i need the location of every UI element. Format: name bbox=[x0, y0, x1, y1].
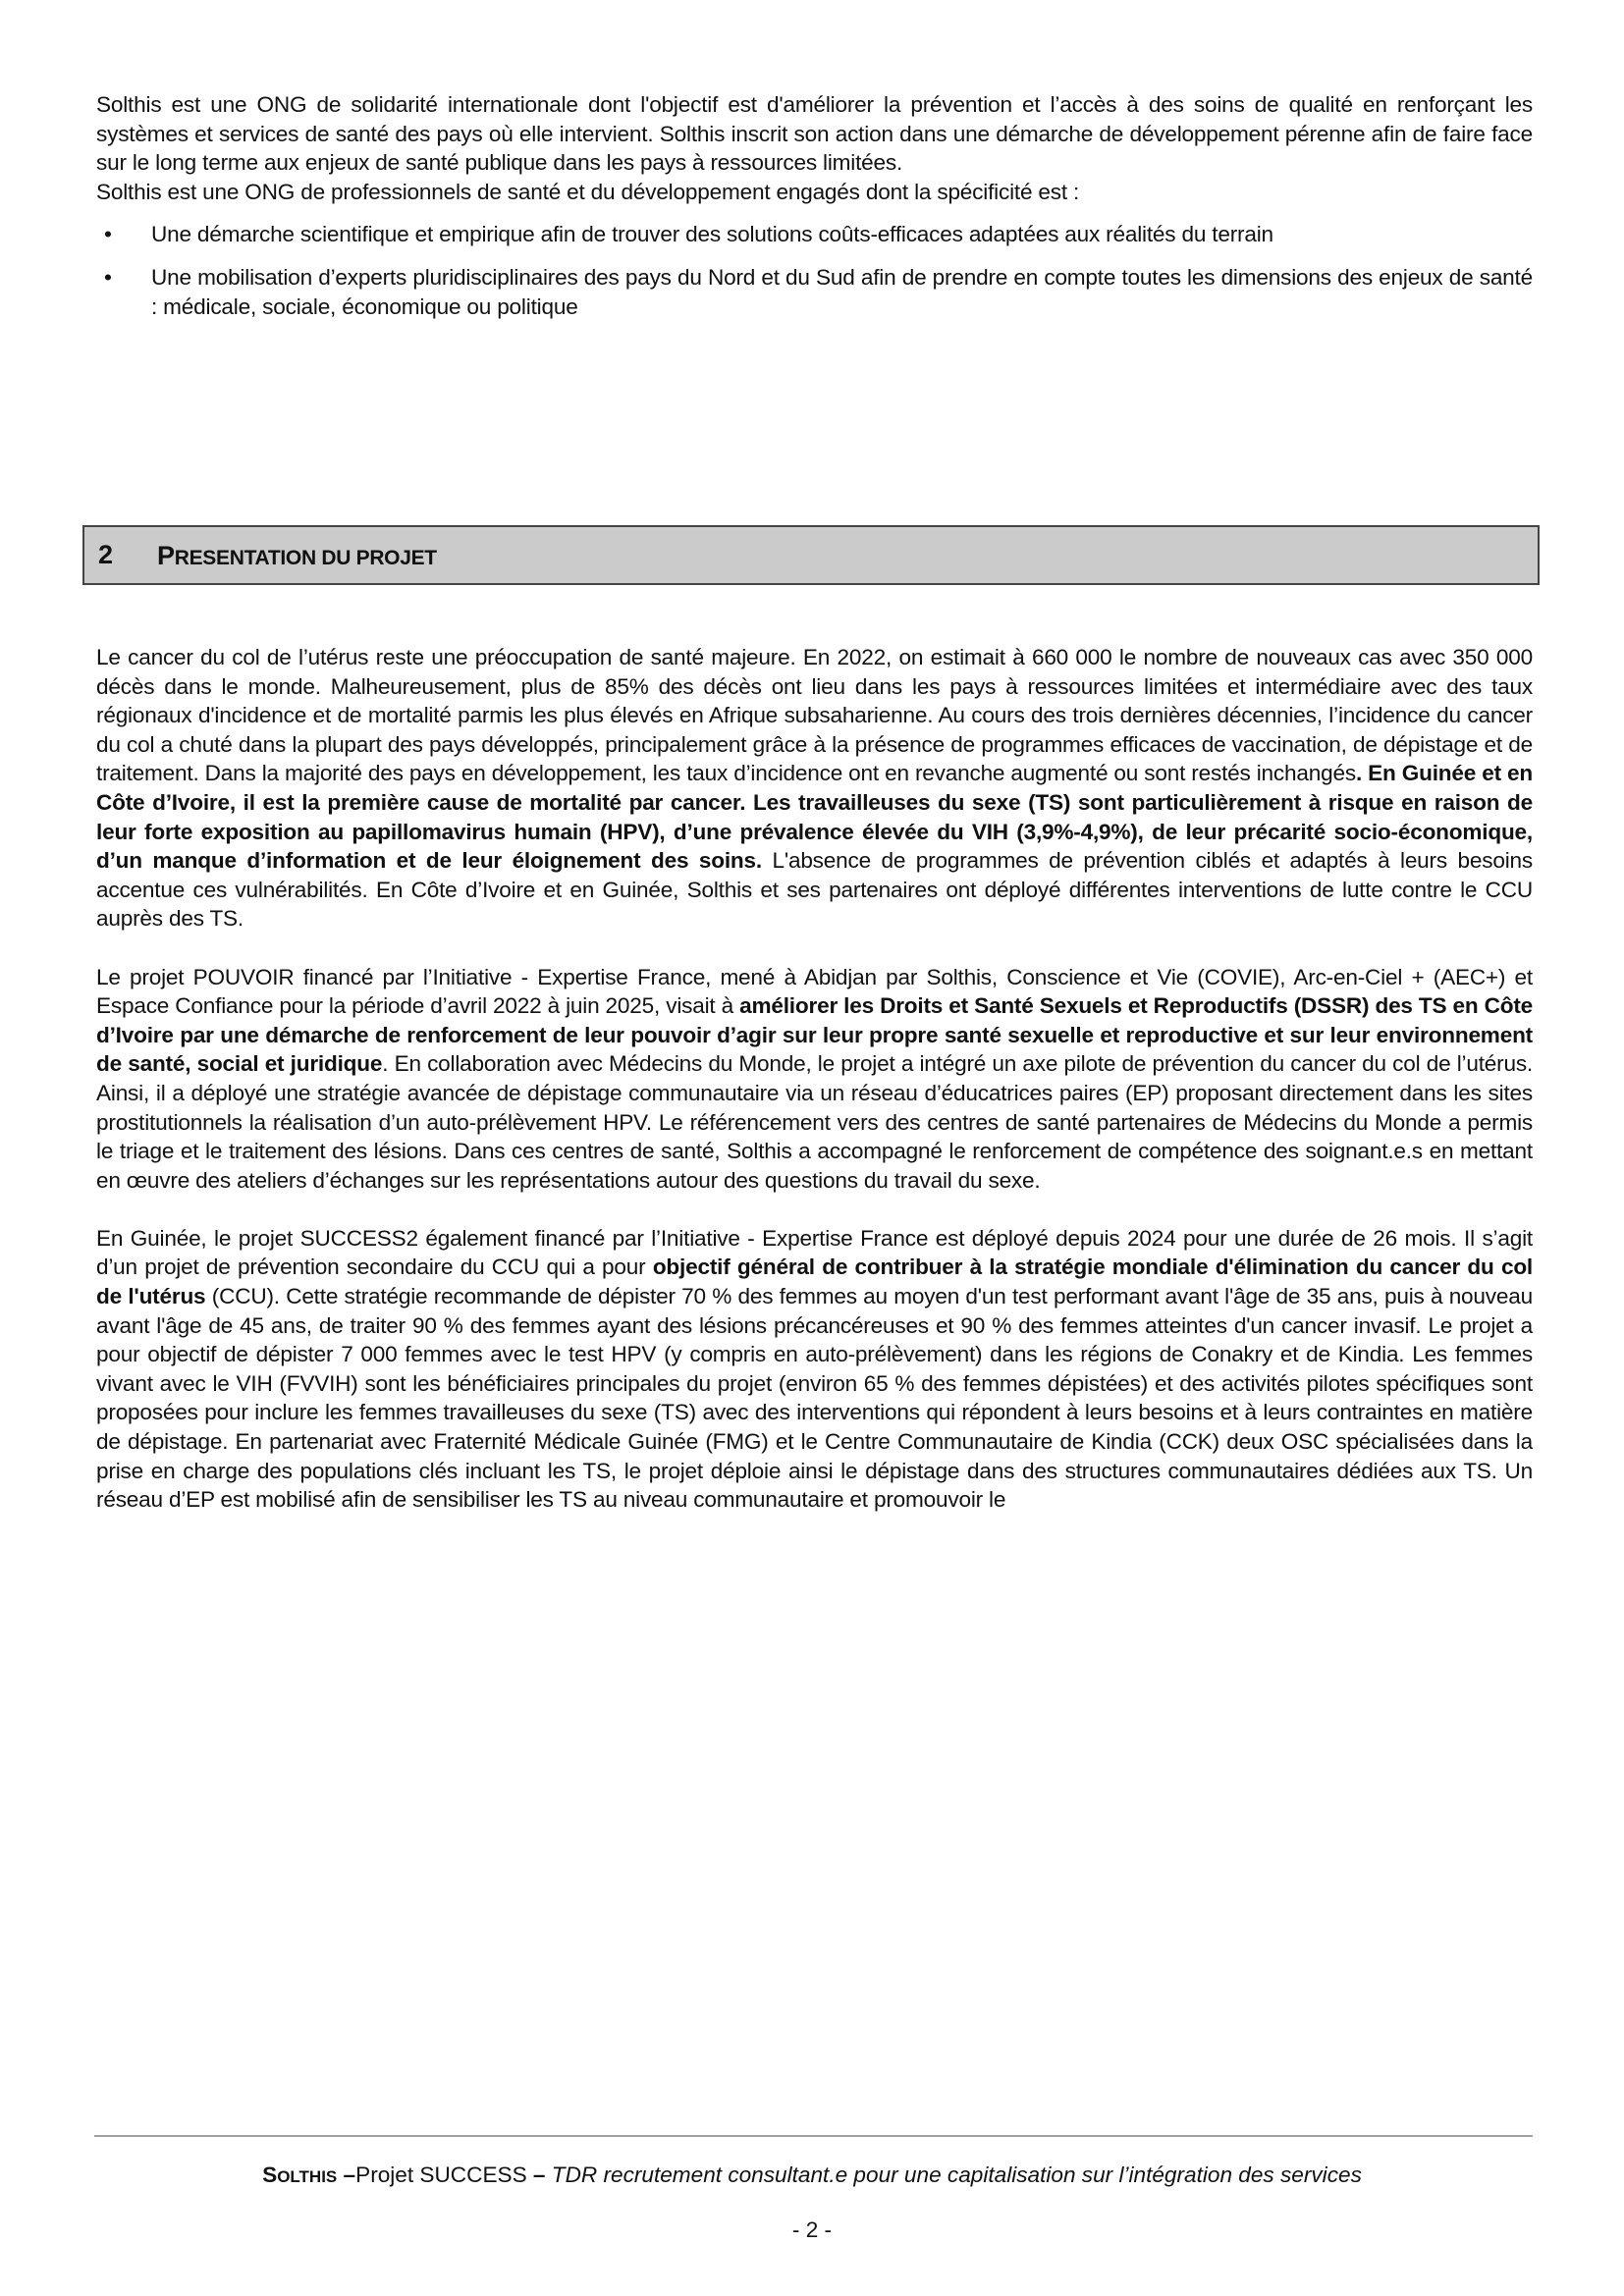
text-run: L'absence de programmes de prévention ciblés et adaptés à leurs besoins accentue ces vulnérabilités. En Côte d’Ivoire et en Guinée, Solthis et ses partenaires ont déployé différentes interventions de lutte contre le CCU auprès des TS. bbox=[96, 848, 1533, 932]
separator: – bbox=[337, 2163, 356, 2187]
footer-divider bbox=[94, 2135, 1533, 2137]
intro-specificity-paragraph: Solthis est une ONG de professionnels de santé et du développement engagés dont la spécificité est : bbox=[96, 179, 1080, 204]
footer-subtitle: TDR recrutement consultant.e pour une capitalisation sur l’intégration des services bbox=[551, 2163, 1362, 2187]
text-run: (CCU). Cette stratégie recommande de dépister 70 % des femmes au moyen d'un test performant avant l'âge de 35 ans, puis à nouveau avant l'âge de 45 ans, de traiter 90 % des femmes ayant des lésions précancéreuses et 90 % des femmes atteintes d'un cancer invasif. Le projet a pour objectif de dépister 7 000 femmes avec le test HPV (y compris en auto-prélèvement) dans les régions de Conakry et de Kindia. Les femmes vivant avec le VIH (FVVIH) sont les bénéficiaires principales du projet (environ 65 % des femmes dépistées) et des activités pilotes spécifiques sont proposées pour inclure les femmes travailleuses du sexe (TS) avec des interventions qui répondent à leurs besoins et à leurs contraintes en matière de dépistage. En partenariat avec Fraternité Médicale Guinée (FMG) et le Centre Communautaire de Kindia (CCK) deux OSC spécialisées dans la prise en charge des populations clés incluant les TS, le projet déploie ainsi le dépistage dans des structures communautaires dédiées aux TS. Un réseau d’EP est mobilisé afin de sensibiliser les TS au niveau communautaire et promouvoir le bbox=[96, 1284, 1533, 1513]
list-item-text: Une démarche scientifique et empirique afin de trouver des solutions coûts-efficaces adaptées aux réalités du terrain bbox=[151, 222, 1273, 247]
paragraph-context bbox=[96, 643, 1533, 934]
section-title-rest: RESENTATION DU PROJET bbox=[174, 547, 437, 569]
intro-paragraph: Solthis est une ONG de solidarité internationale dont l'objectif est d'améliorer la prévention et l’accès à des soins de qualité en renforçant les systèmes et services de santé des pays où elle intervient. Solthis inscrit son action dans une démarche de développement pérenne afin de faire face sur le long terme aux enjeux de santé publique dans les pays à ressources limitées. bbox=[96, 92, 1533, 176]
section-heading bbox=[82, 525, 1540, 585]
text-run: Le projet POUVOIR financé par l’Initiative - Expertise France, mené à Abidjan par Solthis, Conscience et Vie (COVIE), Arc-en-Ciel + (AEC+) et Espace Confiance pour la période d’avril 2022 à juin 2025, visait à bbox=[96, 964, 1533, 1019]
page-number: - 2 - bbox=[791, 2217, 833, 2242]
section-title-initial: P bbox=[157, 541, 175, 570]
list-item bbox=[96, 220, 1533, 249]
paragraph-success2 bbox=[96, 1224, 1533, 1515]
footer-brand bbox=[262, 2163, 355, 2187]
bold-run: . En Guinée et en Côte d’Ivoire, il est la première cause de mortalité par cancer. Les travailleuses du sexe (TS) sont particulièrement à risque en raison de leur forte exposition au papillomavirus humain (HPV), d’une prévalence élevée du VIH (3,9%-4,9%), de leur précarité socio-économique, d’un manque d’information et de leur éloignement des soins. bbox=[96, 761, 1533, 874]
text-run: . En collaboration avec Médecins du Monde, le projet a intégré un axe pilote de prévention du cancer du col de l’utérus. Ainsi, il a déployé une stratégie avancée de dépistage communautaire via un réseau d’éducatrices paires (EP) proposant directement dans les sites prostitutionnels la réalisation d’un auto-prélèvement HPV. Le référencement vers des centres de santé partenaires de Médecins du Monde a permis le triage et le traitement des lésions. Dans ces centres de santé, Solthis a accompagné le renforcement de compétence des soignant.e.s en mettant en œuvre des ateliers d’échanges sur les représentations autour des questions du travail du sexe. bbox=[96, 1051, 1534, 1193]
bold-run: objectif général de contribuer à la stratégie mondiale d'élimination du cancer du col de l'utérus bbox=[96, 1255, 1533, 1309]
brand-initial: S bbox=[262, 2163, 278, 2187]
list-item bbox=[96, 263, 1533, 321]
brand-rest: OLTHIS bbox=[277, 2167, 338, 2186]
text-run: Le cancer du col de l’utérus reste une préoccupation de santé majeure. En 2022, on estimait à 660 000 le nombre de nouveaux cas avec 350 000 décès dans le monde. Malheureusement, plus de 85% des décès ont lieu dans les pays à ressources limitées et intermédiaire avec des taux régionaux d'incidence et de mortalité parmis les plus élevés en Afrique subsaharienne. Au cours des trois dernières décennies, l’incidence du cancer du col a chuté dans la plupart des pays développés, principalement grâce à la présence de programmes efficaces de vaccination, de dépistage et de traitement. Dans la majorité des pays en développement, les taux d’incidence ont en revanche augmenté ou sont restés inchangés bbox=[96, 645, 1533, 786]
paragraph-pouvoir bbox=[96, 963, 1533, 1196]
text-run: En Guinée, le projet SUCCESS2 également financé par l’Initiative - Expertise France est déployé depuis 2024 pour une durée de 26 mois. Il s’agit d’un projet de prévention secondaire du CCU qui a pour bbox=[96, 1225, 1533, 1280]
specificity-list bbox=[96, 220, 1533, 321]
footer-project: Projet SUCCESS bbox=[355, 2163, 527, 2187]
section-number: 2 bbox=[98, 540, 114, 569]
intro-section bbox=[96, 90, 1533, 321]
separator: – bbox=[526, 2163, 552, 2187]
list-item-text: Une mobilisation d’experts pluridisciplinaires des pays du Nord et du Sud afin de prendre en compte toutes les dimensions des enjeux de santé : médicale, sociale, économique ou politique bbox=[151, 264, 1533, 319]
bullet-icon: • bbox=[104, 264, 112, 290]
bullet-icon: • bbox=[104, 222, 112, 247]
section-title bbox=[157, 541, 437, 571]
bold-run: améliorer les Droits et Santé Sexuels et Reproductifs (DSSR) des TS en Côte d’Ivoire par une démarche de renforcement de leur pouvoir d’agir sur leur propre santé sexuelle et reproductive et sur leur environnement de santé, social et juridique bbox=[96, 993, 1534, 1077]
section-body bbox=[96, 643, 1533, 1515]
footer bbox=[0, 2163, 1624, 2188]
